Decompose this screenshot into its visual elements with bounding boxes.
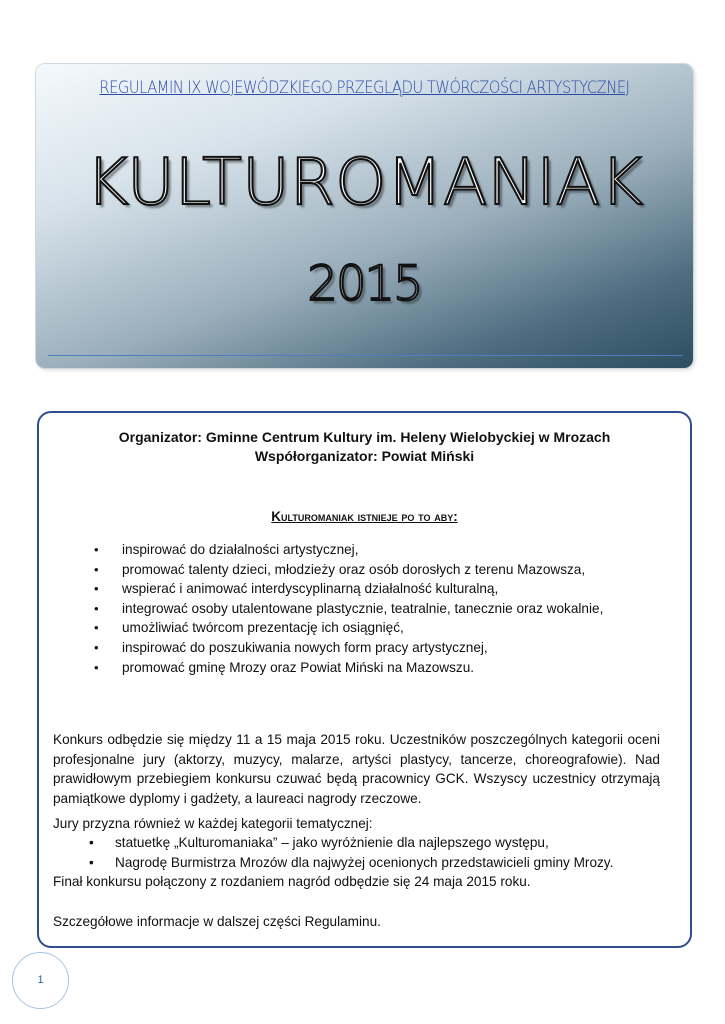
organizer-line: Organizator: Gminne Centrum Kultury im. Heleny Wielobyckiej w Mrozach xyxy=(118,429,611,445)
details-note: Szczegółowe informacje w dalszej części Regulaminu. xyxy=(53,914,381,929)
aims-list-item: • integrować osoby utalentowane plastycznie, teatralnie, tanecznie oraz wokalnie, xyxy=(109,599,676,619)
contest-paragraph: Konkurs odbędzie się między 11 a 15 maja 2015 roku. Uczestników poszczególnych kategorii oceni profesjonalne jury (aktorzy, muzycy, malarze, artyści plastycy, tancerze, choreografowie). Nad prawidłowym przebiegiem konkursu czuwać będą pracownicy GCK. Wszyscy uczestnicy otrzymają pamiątkowe dyplomy i gadżety, a laureaci nagrody rzeczowe. xyxy=(53,732,660,806)
aims-list-item: • wspierać i animować interdyscyplinarną działalność kulturalną, xyxy=(109,579,676,599)
aims-list-item: • umożliwiać twórcom prezentację ich osiągnięć, xyxy=(109,618,676,638)
jury-award-item: • statuetkę „Kulturomaniaka” – jako wyróżnienie dla najlepszego występu, xyxy=(104,833,670,853)
aims-list-item: • inspirować do działalności artystycznej, xyxy=(109,540,676,560)
title-banner xyxy=(36,64,693,368)
jury-intro: Jury przyzna również w każdej kategorii tematycznej: xyxy=(53,816,373,831)
aims-list-item: • promować gminę Mrozy oraz Powiat Miński na Mazowszu. xyxy=(109,658,676,678)
aims-list-item: • inspirować do poszukiwania nowych form pracy artystycznej, xyxy=(109,638,676,658)
aims-list xyxy=(109,540,676,677)
jury-award-item: • Nagrodę Burmistrza Mrozów dla najwyżej ocenionych przedstawicieli gminy Mrozy. xyxy=(104,853,670,873)
regulation-subtitle: REGULAMIN IX WOJEWÓDZKIEGO PRZEGLĄDU TWÓRCZOŚCI ARTYSTYCZNEJ xyxy=(99,78,630,98)
final-note: Finał konkursu połączony z rozdaniem nagród odbędzie się 24 maja 2015 roku. xyxy=(53,874,531,889)
page-number-badge xyxy=(12,952,69,1009)
banner-title: KULTUROMANIAK xyxy=(85,146,644,220)
banner-year: 2015 xyxy=(307,256,422,312)
co-organizer-line: Współorganizator: Powiat Miński xyxy=(254,448,475,464)
aims-list-item: • promować talenty dzieci, młodzieży oraz osób dorosłych z terenu Mazowsza, xyxy=(109,560,676,580)
aims-heading: Kulturomaniak istnieje po to aby: xyxy=(271,509,458,524)
jury-awards-list xyxy=(104,833,670,872)
content-box xyxy=(37,411,692,948)
banner-divider xyxy=(48,355,683,356)
page-number: 1 xyxy=(37,974,44,986)
